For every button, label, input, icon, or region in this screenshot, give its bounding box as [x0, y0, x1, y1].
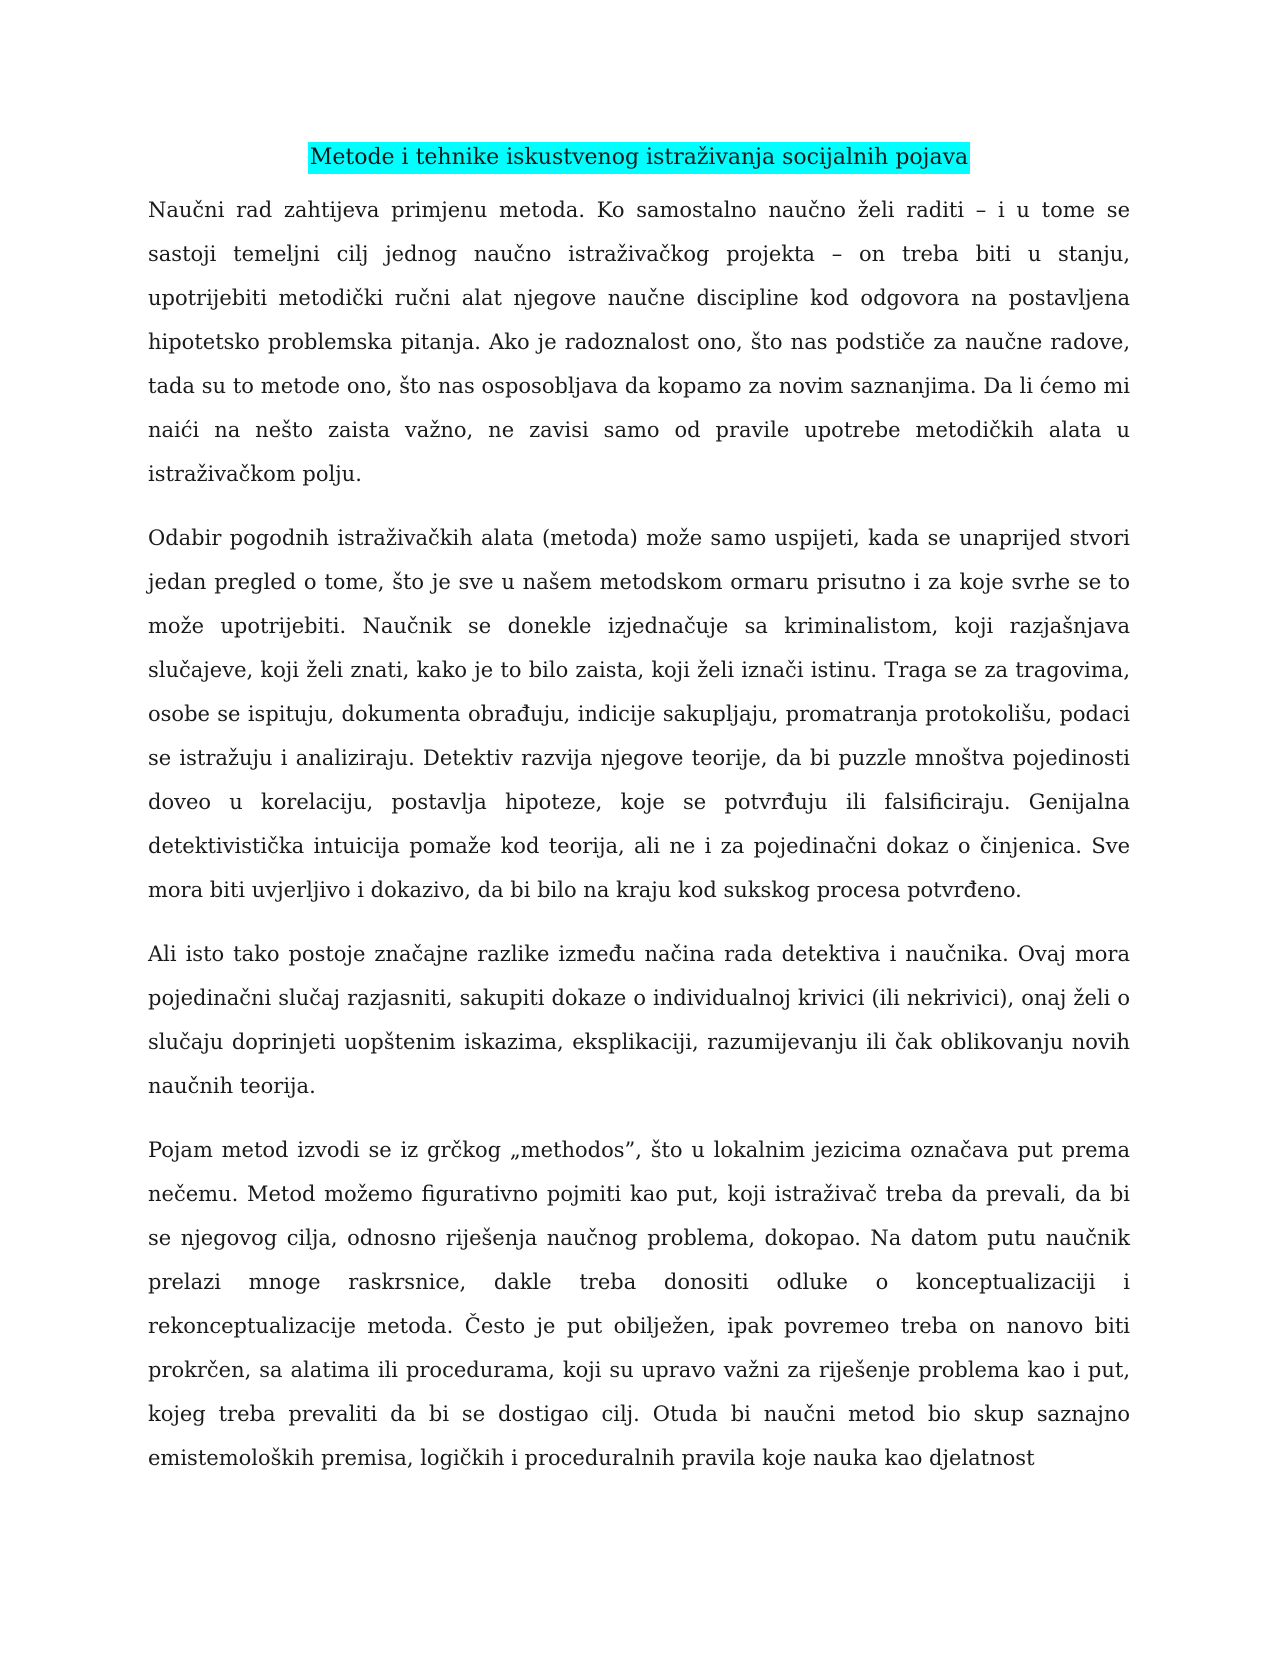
paragraph-2: Odabir pogodnih istraživačkih alata (metoda) može samo uspijeti, kada se unaprijed stvori jedan pregled o tome, što je sve u našem metodskom ormaru prisutno i za koje svrhe se to može upotrijebiti. Naučnik se donekle izjednačuje sa kriminalistom, koji razjašnjava slučajeve, koji želi znati, kako je to bilo zaista, koji želi iznači istinu. Traga se za tragovima, osobe se ispituju, dokumenta obrađuju, indicije sakupljaju, promatranja protokolišu, podaci se istražuju i analiziraju. Detektiv razvija njegove teorije, da bi puzzle mnoštva pojedinosti doveo u korelaciju, postavlja hipoteze, koje se potvrđuju ili falsificiraju. Genijalna detektivistička intuicija pomaže kod teorija, ali ne i za pojedinačni dokaz o činjenica. Sve mora biti uvjerljivo i dokazivo, da bi bilo na kraju kod sukskog procesa potvrđeno. — [148, 526, 1130, 902]
paragraph-1: Naučni rad zahtijeva primjenu metoda. Ko samostalno naučno želi raditi – i u tome se sastoji temeljni cilj jednog naučno istraživačkog projekta – on treba biti u stanju, upotrijebiti metodički ručni alat njegove naučne discipline kod odgovora na postavljena hipotetsko problemska pitanja. Ako je radoznalost ono, što nas podstiče za naučne radove, tada su to metode ono, što nas osposobljava da kopamo za novim saznanjima. Da li ćemo mi naići na nešto zaista važno, ne zavisi samo od pravile upotrebe metodičkih alata u istraživačkom polju. — [148, 198, 1130, 486]
document-page — [148, 142, 1130, 1480]
title-container — [148, 142, 1130, 174]
paragraph-4: Pojam metod izvodi se iz grčkog „methodos”, što u lokalnim jezicima označava put prema nečemu. Metod možemo figurativno pojmiti kao put, koji istraživač treba da prevali, da bi se njegovog cilja, odnosno riješenja naučnog problema, dokopao. Na datom putu naučnik prelazi mnoge raskrsnice, dakle treba donositi odluke o konceptualizaciji i rekonceptualizacije metoda. Često je put obilježen, ipak povremeo treba on nanovo biti prokrčen, sa alatima ili procedurama, koji su upravo važni za riješenje problema kao i put, kojeg treba prevaliti da bi se dostigao cilj. Otuda bi naučni metod bio skup saznajno emistemoloških premisa, logičkih i proceduralnih pravila koje nauka kao djelatnost — [148, 1138, 1130, 1470]
document-title: Metode i tehnike iskustvenog istraživanja socijalnih pojava — [308, 142, 970, 174]
paragraph-3: Ali isto tako postoje značajne razlike između načina rada detektiva i naučnika. Ovaj mora pojedinačni slučaj razjasniti, sakupiti dokaze o individualnoj krivici (ili nekrivici), onaj želi o slučaju doprinjeti uopštenim iskazima, eksplikaciji, razumijevanju ili čak oblikovanju novih naučnih teorija. — [148, 942, 1130, 1098]
